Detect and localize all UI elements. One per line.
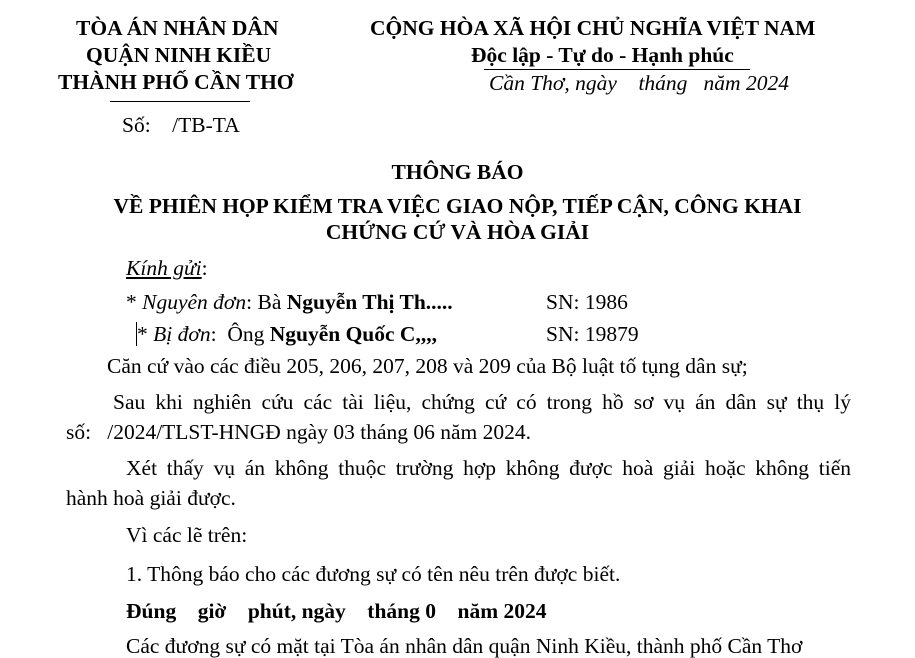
plaintiff-birth-year: SN: 1986 [546, 290, 628, 314]
defendant-birth-year: SN: 19879 [546, 322, 639, 346]
document-number: Số: /TB-TA [122, 113, 240, 137]
court-name-line2: QUẬN NINH KIỀU [86, 43, 272, 67]
document-title: THÔNG BÁO [391, 160, 524, 184]
partial-next-line: Các đương sự có mặt tại Tòa án nhân dân quận Ninh Kiều, thành phố Cần Thơ [126, 634, 803, 658]
national-title: CỘNG HÒA XÃ HỘI CHỦ NGHĨA VIỆT NAM [370, 16, 816, 40]
schedule-line: Đúng giờ phút, ngày tháng 0 năm 2024 [126, 599, 547, 623]
recipients-label: Kính gửi: [126, 256, 208, 280]
consider-line2: hành hoà giải được. [66, 486, 236, 510]
court-name-underline [110, 101, 250, 102]
consider-line1: Xét thấy vụ án không thuộc trường hợp không được hoà giải hoặc không tiến [126, 456, 851, 480]
research-line2: số: /2024/TLST-HNGĐ ngày 03 tháng 06 năm 2024. [66, 420, 532, 444]
plaintiff-name: Nguyễn Thị Th..... [286, 290, 453, 314]
motto-underline [484, 69, 750, 70]
research-line1: Sau khi nghiên cứu các tài liệu, chứng cứ có trong hồ sơ vụ án dân sự thụ lý [113, 390, 851, 414]
national-motto: Độc lập - Tự do - Hạnh phúc [471, 43, 734, 67]
document-subtitle-line2: CHỨNG CỨ VÀ HÒA GIẢI [325, 220, 590, 244]
court-name-line3: THÀNH PHỐ CẦN THƠ [58, 70, 294, 94]
legal-basis: Căn cứ vào các điều 205, 206, 207, 208 và 209 của Bộ luật tố tụng dân sự; [107, 354, 748, 378]
defendant-role: Bị đơn [153, 322, 211, 346]
defendant-line: * Bị đơn: Ông Nguyễn Quốc C,,,, [137, 322, 437, 346]
defendant-name: Nguyễn Quốc C,,,, [269, 322, 437, 346]
plaintiff-line: * Nguyên đơn: Bà Nguyễn Thị Th..... [126, 290, 453, 314]
plaintiff-role: Nguyên đơn [142, 290, 247, 314]
place-date: Cần Thơ, ngày tháng năm 2024 [489, 71, 789, 95]
document-subtitle-line1: VỀ PHIÊN HỌP KIỂM TRA VIỆC GIAO NỘP, TIẾP CẬN, CÔNG KHAI [113, 194, 802, 218]
item-1: 1. Thông báo cho các đương sự có tên nêu trên được biết. [126, 562, 621, 586]
court-name-line1: TÒA ÁN NHÂN DÂN [76, 16, 279, 40]
reasons-line: Vì các lẽ trên: [126, 523, 248, 547]
